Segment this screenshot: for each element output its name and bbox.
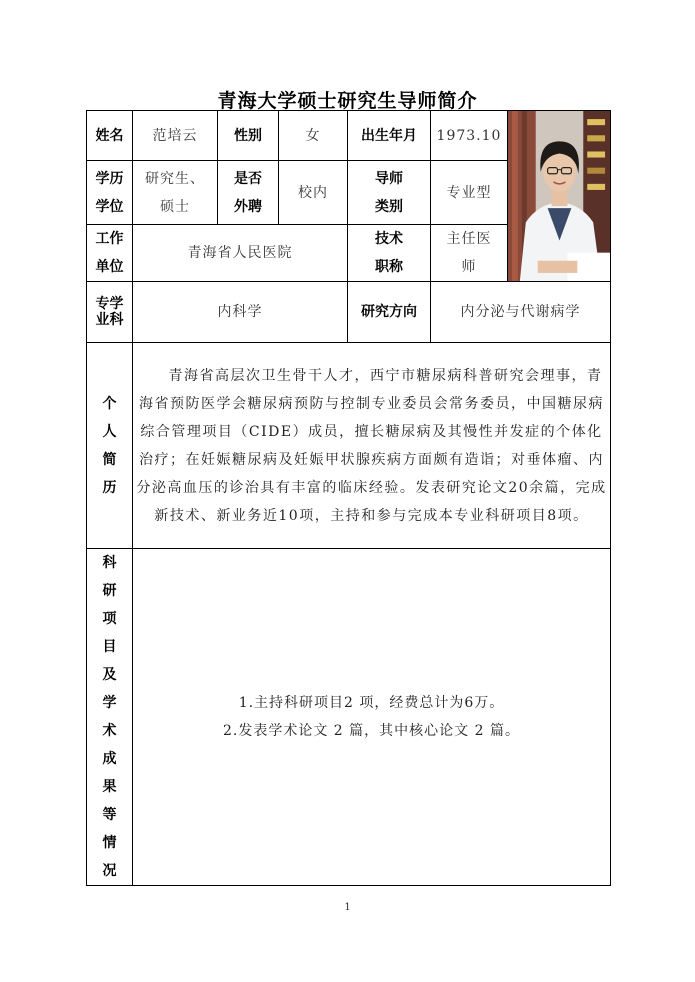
name-value: 范培云 <box>133 111 218 161</box>
portrait-image <box>508 111 610 281</box>
portrait-photo <box>508 111 611 282</box>
bio-text: 青海省高层次卫生骨干人才，西宁市糖尿病科普研究会理事，青海省预防医学会糖尿病预防与控制专业委员会常务委员，中国糖尿病综合管理项目（CIDE）成员，擅长糖尿病及其慢性并发症的个体化治疗；在妊娠糖尿病及妊娠甲状腺疾病方面颇有造诣；对垂体瘤、内分泌高血压的诊治具有丰富的临床经验。发表研究论文20余篇，完成新技术、新业务近10项，主持和参与完成本专业科研项目8项。 <box>136 367 607 524</box>
external-value: 校内 <box>279 161 348 225</box>
bio-content <box>133 343 611 549</box>
achievement-item: 1.主持科研项目2 项，经费总计为6万。 <box>238 695 505 711</box>
birth-value: 1973.10 <box>431 111 508 161</box>
discipline-label: 专学业科 <box>87 282 133 343</box>
edu-value: 研究生、硕士 <box>133 161 218 225</box>
profile-table <box>86 110 611 886</box>
work-label: 工作单位 <box>87 225 133 282</box>
tech-title-value: 主任医师 <box>431 225 508 282</box>
achievements-content <box>133 549 611 886</box>
mentor-type-label: 导师类别 <box>348 161 431 225</box>
gender-label: 性别 <box>218 111 279 161</box>
research-value: 内分泌与代谢病学 <box>431 282 611 343</box>
work-value: 青海省人民医院 <box>133 225 348 282</box>
external-label: 是否外聘 <box>218 161 279 225</box>
research-label: 研究方向 <box>348 282 431 343</box>
page-number: 1 <box>344 902 351 913</box>
achievement-item: 2.发表学术论文 2 篇，其中核心论文 2 篇。 <box>223 723 520 739</box>
page-title: 青海大学硕士研究生导师简介 <box>217 90 478 112</box>
mentor-type-value: 专业型 <box>431 161 508 225</box>
bio-label: 个人简历 <box>87 343 133 549</box>
name-label: 姓名 <box>87 111 133 161</box>
birth-label: 出生年月 <box>348 111 431 161</box>
discipline-value: 内科学 <box>133 282 348 343</box>
edu-label: 学历学位 <box>87 161 133 225</box>
achievements-label: 科研项目及学术成果等情况 <box>87 549 133 886</box>
tech-title-label: 技术职称 <box>348 225 431 282</box>
gender-value: 女 <box>279 111 348 161</box>
